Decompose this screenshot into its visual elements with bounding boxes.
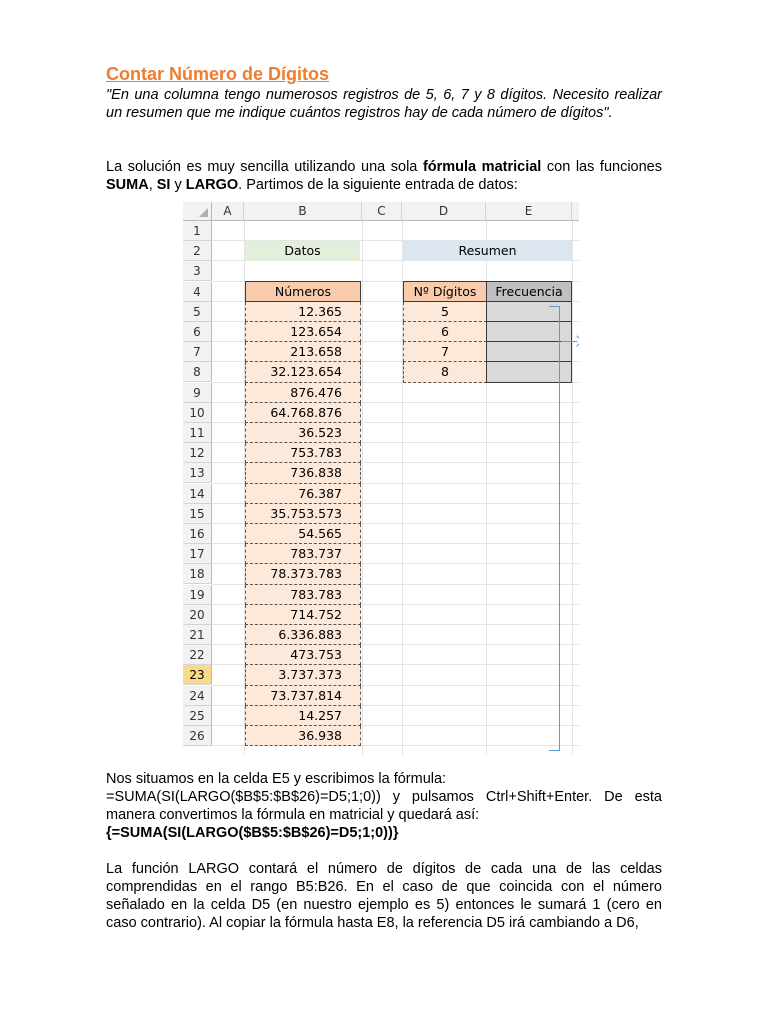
formula-paragraph [106,770,662,842]
column-header-a: A [212,202,244,221]
number-cell: 35.753.573 [245,504,361,524]
number-cell: 3.737.373 [245,665,361,685]
intro-bold-formula: fórmula matricial [422,159,542,175]
number-cell: 6.336.883 [245,625,361,645]
digit-cell: 8 [403,362,487,382]
row-header-23: 23 [183,665,212,685]
number-cell: 73.737.814 [245,686,361,706]
row-header-22: 22 [183,645,212,665]
resumen-label: Resumen [403,241,572,261]
row-header-11: 11 [183,423,212,443]
number-cell: 213.658 [245,342,361,362]
digit-cell: 6 [403,322,487,342]
intro-bold-si: SI [156,177,171,193]
row-header-26: 26 [183,726,212,746]
intro-text-4: y [170,177,186,193]
spreadsheet-screenshot [183,202,579,755]
digit-cell: 5 [403,302,487,322]
digit-cell: 7 [403,342,487,362]
number-cell: 473.753 [245,645,361,665]
intro-text-1: La solución es muy sencilla utilizando una sola [106,159,423,175]
intro-text-2: con las funciones [541,159,662,175]
row-header-14: 14 [183,484,212,504]
row-header-13: 13 [183,463,212,483]
intro-text-5: . Partimos de la siguiente entrada de datos: [238,177,518,193]
formula-line-2: =SUMA(SI(LARGO($B$5:$B$26)=D5;1;0)) y pulsamos Ctrl+Shift+Enter. De esta manera convertimos la fórmula en matricial y quedará así: [106,789,662,823]
intro-text-3: , [148,177,157,193]
frecuencia-header: Frecuencia [486,281,572,302]
row-header-7: 7 [183,342,212,362]
row-header-25: 25 [183,706,212,726]
intro-bold-largo: LARGO [185,177,239,193]
row-header-8: 8 [183,362,212,382]
number-cell: 753.783 [245,443,361,463]
page-title: Contar Número de Dígitos [106,64,330,84]
row-header-18: 18 [183,564,212,584]
intro-bold-suma: SUMA [106,177,149,193]
row-header-21: 21 [183,625,212,645]
row-header-16: 16 [183,524,212,544]
row-header-24: 24 [183,686,212,706]
row-header-1: 1 [183,221,212,241]
column-header-e: E [486,202,572,221]
digitos-header: Nº Dígitos [403,281,487,302]
row-header-3: 3 [183,261,212,281]
intro-paragraph [106,158,662,194]
row-header-5: 5 [183,302,212,322]
formula-line-1: Nos situamos en la celda E5 y escribimos la fórmula: [106,771,447,787]
datos-label: Datos [245,241,360,261]
row-header-15: 15 [183,504,212,524]
question-quote: "En una columna tengo numerosos registros de 5, 6, 7 y 8 dígitos. Necesito realizar un resumen que me indique cuántos registros hay de cada número de dígitos". [106,87,662,121]
row-header-17: 17 [183,544,212,564]
number-cell: 12.365 [245,302,361,322]
row-header-19: 19 [183,585,212,605]
number-cell: 123.654 [245,322,361,342]
explanation-paragraph: La función LARGO contará el número de dígitos de cada una de las celdas comprendidas en el rango B5:B26. En el caso de que coincida con el número señalado en la celda D5 (en nuestro ejemplo es 5) entonces le sumará 1 (cero en caso contrario). Al copiar la fórmula hasta E8, la referencia D5 irá cambiando a D6, [106,861,662,931]
row-header-12: 12 [183,443,212,463]
select-all-corner [183,202,212,221]
number-cell: 32.123.654 [245,362,361,382]
row-header-10: 10 [183,403,212,423]
range-bracket [549,306,560,751]
column-header-b: B [244,202,362,221]
number-cell: 36.938 [245,726,361,746]
number-cell: 78.373.783 [245,564,361,584]
formula-matrix: {=SUMA(SI(LARGO($B$5:$B$26)=D5;1;0))} [106,825,399,841]
number-cell: 36.523 [245,423,361,443]
column-header-d: D [402,202,486,221]
row-header-9: 9 [183,383,212,403]
number-cell: 736.838 [245,463,361,483]
number-cell: 64.768.876 [245,403,361,423]
row-header-20: 20 [183,605,212,625]
row-header-6: 6 [183,322,212,342]
number-cell: 14.257 [245,706,361,726]
row-header-4: 4 [183,282,212,302]
numeros-header: Números [245,281,361,302]
number-cell: 76.387 [245,484,361,504]
number-cell: 876.476 [245,383,361,403]
number-cell: 783.737 [245,544,361,564]
column-header-next [572,202,579,221]
row-header-2: 2 [183,241,212,261]
number-cell: 54.565 [245,524,361,544]
column-header-c: C [362,202,402,221]
number-cell: 714.752 [245,605,361,625]
number-cell: 783.783 [245,585,361,605]
